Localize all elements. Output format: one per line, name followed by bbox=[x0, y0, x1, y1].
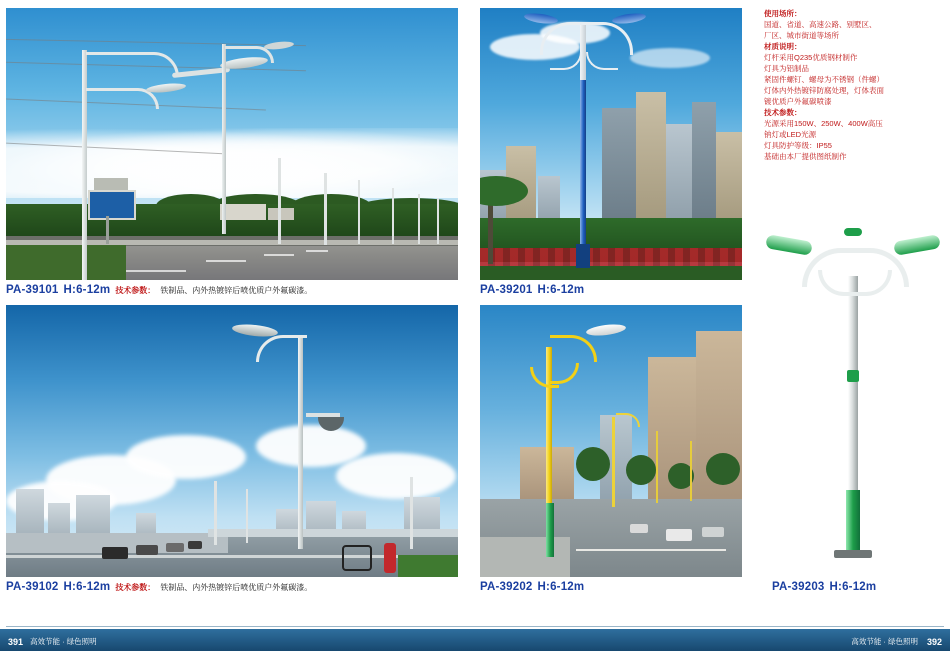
spec-label: 技术参数： bbox=[115, 583, 156, 592]
street-light-pole bbox=[246, 489, 248, 543]
product-code: PA-39202 bbox=[480, 581, 533, 593]
product-code: PA-39203 bbox=[772, 581, 825, 593]
specification-block bbox=[764, 8, 946, 162]
pedestrian bbox=[384, 543, 396, 573]
billboard-frame bbox=[94, 178, 128, 190]
vehicle bbox=[166, 543, 184, 552]
spec-material-line-1: 灯杆采用Q235优质钢材制作 bbox=[764, 53, 858, 62]
pole-base bbox=[846, 490, 860, 552]
page-footer bbox=[0, 629, 950, 651]
street-light-pole bbox=[410, 477, 413, 549]
caption-pa39202 bbox=[480, 581, 584, 593]
street-light-pole bbox=[222, 44, 226, 234]
pole-base bbox=[576, 244, 590, 268]
page-number-right: 392 bbox=[926, 637, 942, 647]
spec-technical-line-1: 光源采用150W、250W、400W高压 bbox=[764, 119, 883, 128]
lane-marking bbox=[206, 260, 246, 262]
street-light-pole bbox=[278, 158, 281, 244]
spec-section-title-usage: 使用场所： bbox=[764, 9, 802, 18]
spec-material-line-4: 灯体内外热镀锌防腐处理，灯体表面 bbox=[764, 86, 884, 95]
street-light-pole bbox=[848, 382, 858, 492]
caption-pa39101 bbox=[6, 284, 312, 296]
product-height: H:6-12m bbox=[829, 581, 877, 593]
bicycle bbox=[342, 545, 372, 571]
spec-usage-line-1: 国道、省道、高速公路、别墅区、 bbox=[764, 20, 877, 29]
street-light-pole bbox=[612, 417, 615, 507]
pole-cap bbox=[844, 228, 862, 236]
vehicle bbox=[188, 541, 202, 549]
building bbox=[636, 92, 666, 228]
spec-technical-line-2: 钠灯或LED光源 bbox=[764, 130, 817, 139]
street-light-pole bbox=[580, 78, 586, 268]
product-photo-pa39201 bbox=[480, 8, 742, 280]
caption-pa39201 bbox=[480, 284, 584, 296]
lane-marking bbox=[306, 250, 328, 252]
spec-section-title-technical: 技术参数： bbox=[764, 108, 802, 117]
tree bbox=[626, 455, 656, 485]
spec-material-line-3: 紧固件螺钉、螺母为不锈钢（件螺） bbox=[764, 75, 884, 84]
product-code: PA-39101 bbox=[6, 284, 59, 296]
pole-collar bbox=[847, 370, 859, 382]
caption-pa39102 bbox=[6, 581, 312, 593]
lane-marking bbox=[264, 254, 294, 256]
product-photo-pa39202 bbox=[480, 305, 742, 577]
building bbox=[692, 102, 716, 228]
vehicle bbox=[102, 547, 128, 559]
footer-divider bbox=[6, 626, 944, 627]
clouds bbox=[6, 128, 458, 198]
vehicle bbox=[702, 527, 724, 537]
roadside-grass bbox=[6, 244, 126, 280]
product-photo-pa39203 bbox=[762, 120, 944, 578]
vehicle bbox=[136, 545, 158, 555]
lane-marking bbox=[576, 549, 726, 551]
spec-material-line-2: 灯具为铝制品 bbox=[764, 64, 809, 73]
spec-technical-line-3: 灯具防护等级：IP55 bbox=[764, 141, 832, 150]
pole-base bbox=[546, 503, 554, 557]
spec-usage-line-2: 厂区、城市街道等场所 bbox=[764, 31, 839, 40]
footer-bar bbox=[0, 629, 950, 651]
street-light-pole bbox=[418, 194, 420, 244]
building bbox=[602, 108, 636, 228]
street-light-pole bbox=[82, 50, 87, 280]
page-number-left: 391 bbox=[8, 637, 24, 647]
street-light-pole bbox=[298, 337, 303, 549]
street-light-pole bbox=[392, 188, 394, 244]
vehicle bbox=[630, 524, 648, 533]
median bbox=[6, 240, 458, 245]
spec-text: 铁制品、内外热镀锌后喷优质户外氟碳漆。 bbox=[160, 583, 313, 592]
building bbox=[268, 208, 294, 220]
product-photo-pa39101 bbox=[6, 8, 458, 280]
street-light-pole bbox=[214, 481, 217, 545]
product-height: H:6-12m bbox=[63, 284, 111, 296]
billboard bbox=[88, 190, 136, 220]
spec-material-line-5: 镀优质户外氟碳喷漆 bbox=[764, 97, 832, 106]
sidewalk bbox=[480, 537, 570, 577]
footer-text-left: 高效节能 · 绿色照明 bbox=[30, 636, 97, 646]
building bbox=[666, 124, 692, 228]
street-light-pole bbox=[437, 198, 439, 244]
product-height: H:6-12m bbox=[537, 284, 585, 296]
lane-marking bbox=[126, 270, 186, 272]
cloud bbox=[126, 435, 246, 479]
city-skyline bbox=[480, 78, 742, 228]
vehicle bbox=[666, 529, 692, 541]
foreground-lawn bbox=[480, 266, 742, 280]
spec-label: 技术参数： bbox=[115, 286, 156, 295]
billboard-post bbox=[106, 216, 109, 244]
building bbox=[220, 204, 266, 220]
spec-technical-line-4: 基础由本厂提供图纸制作 bbox=[764, 152, 847, 161]
caption-pa39203 bbox=[772, 581, 876, 593]
street-light-arm bbox=[86, 52, 179, 77]
street-light-pole bbox=[324, 173, 327, 245]
street-light-pole bbox=[690, 441, 692, 501]
base-plate bbox=[834, 550, 872, 558]
roadside-grass bbox=[398, 555, 458, 577]
spec-text: 铁制品、内外热镀锌后喷优质户外氟碳漆。 bbox=[160, 286, 313, 295]
product-height: H:6-12m bbox=[537, 581, 585, 593]
street-light-pole bbox=[358, 180, 360, 244]
footer-text-right: 高效节能 · 绿色照明 bbox=[851, 636, 918, 646]
product-code: PA-39201 bbox=[480, 284, 533, 296]
cloud bbox=[630, 48, 710, 68]
product-height: H:6-12m bbox=[63, 581, 111, 593]
tree bbox=[706, 453, 740, 485]
spec-section-title-material: 材质说明： bbox=[764, 42, 802, 51]
product-photo-pa39102 bbox=[6, 305, 458, 577]
product-code: PA-39102 bbox=[6, 581, 59, 593]
street-light-pole bbox=[656, 431, 658, 503]
building bbox=[716, 132, 742, 228]
tree bbox=[576, 447, 610, 481]
